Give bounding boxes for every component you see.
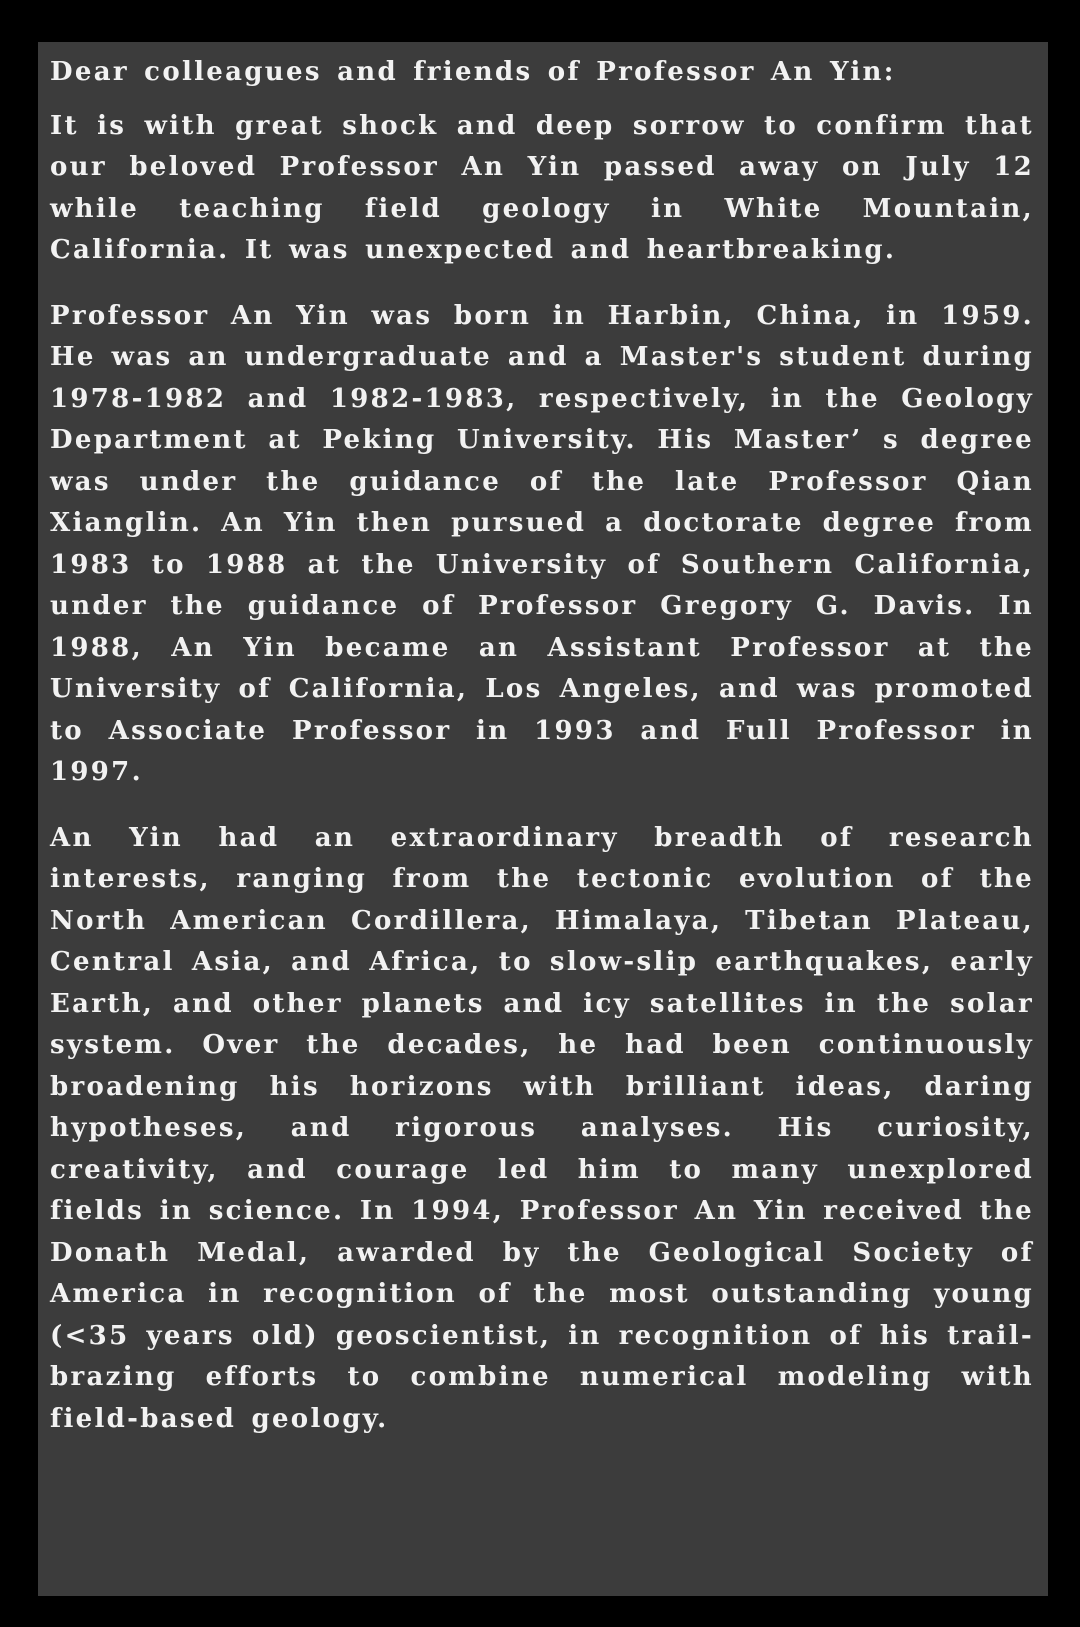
letter-panel [38,42,1048,1596]
letter-greeting: Dear colleagues and friends of Professor An Yin: [50,57,896,87]
letter-paragraph-1: It is with great shock and deep sorrow to confirm that our beloved Professor An Yin passed away on July 12 while teaching field geology in White Mountain, California. It was unexpected and heartbreaking. [50,110,1034,265]
letter-paragraph-2: Professor An Yin was born in Harbin, China, in 1959. He was an undergraduate and a Master's student during 1978-1982 and 1982-1983, respectively, in the Geology Department at Peking University. His Master’ s degree was under the guidance of the late Professor Qian Xianglin. An Yin then pursued a doctorate degree from 1983 to 1988 at the University of Southern California, under the guidance of Professor Gregory G. Davis. In 1988, An Yin became an Assistant Professor at the University of California, Los Angeles, and was promoted to Associate Professor in 1993 and Full Professor in 1997. [50,300,1034,787]
letter-paragraph-3: An Yin had an extraordinary breadth of research interests, ranging from the tectonic evolution of the North American Cordillera, Himalaya, Tibetan Plateau, Central Asia, and Africa, to slow-slip earthquakes, early Earth, and other planets and icy satellites in the solar system. Over the decades, he had been continuously broadening his horizons with brilliant ideas, daring hypotheses, and rigorous analyses. His curiosity, creativity, and courage led him to many unexplored fields in science. In 1994, Professor An Yin received the Donath Medal, awarded by the Geological Society of America in recognition of the most outstanding young (<35 years old) geoscientist, in recognition of his trail-brazing efforts to combine numerical modeling with field-based geology. [50,822,1034,1434]
